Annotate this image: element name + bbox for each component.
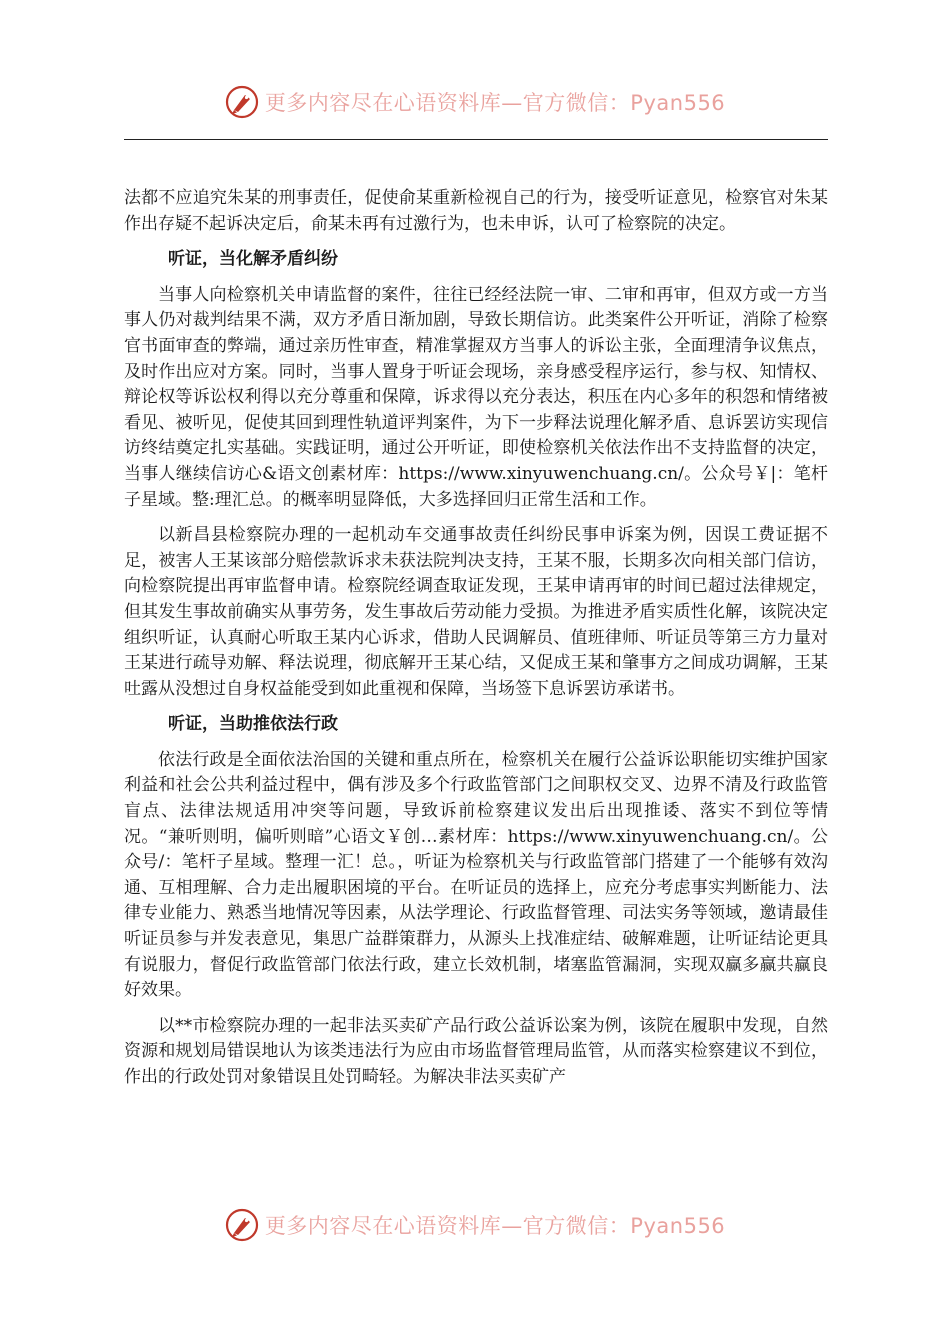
- pen-nib-icon: [225, 1208, 259, 1242]
- footer-banner-text: 更多内容尽在心语资料库—官方微信：Pyan556: [264, 1214, 726, 1238]
- section-heading-1: 听证，当化解矛盾纠纷: [168, 249, 338, 270]
- pen-nib-icon: [225, 85, 259, 119]
- section-heading-2: 听证，当助推依法行政: [168, 714, 338, 735]
- paragraph-3: 以新昌县检察院办理的一起机动车交通事故责任纠纷民事申诉案为例，因误工费证据不足，被害人王某该部分赔偿款诉求未获法院判决支持，王某不服，长期多次向相关部门信访，向检察院提出再审监督申请。检察院经调查取证发现，王某申请再审的时间已超过法律规定，但其发生事故前确实从事劳务，发生事故后劳动能力受损。为推进矛盾实质性化解，该院决定组织听证，认真耐心听取王某内心诉求，借助人民调解员、值班律师、听证员等第三方力量对王某进行疏导劝解、释法说理，彻底解开王某心结，又促成王某和肇事方之间成功调解，王某吐露从没想过自身权益能受到如此重视和保障，当场签下息诉罢访承诺书。: [124, 525, 828, 699]
- header-banner-text: 更多内容尽在心语资料库—官方微信：Pyan556: [264, 91, 726, 115]
- header-divider: [124, 139, 828, 140]
- paragraph-1: 法都不应追究朱某的刑事责任，促使俞某重新检视自己的行为，接受听证意见，检察官对朱某作出存疑不起诉决定后，俞某未再有过激行为，也未申诉，认可了检察院的决定。: [124, 188, 828, 234]
- footer-banner: [0, 1205, 950, 1245]
- paragraph-4: 依法行政是全面依法治国的关键和重点所在，检察机关在履行公益诉讼职能切实维护国家利益和社会公共利益过程中，偶有涉及多个行政监管部门之间职权交叉、边界不清及行政监管盲点、法律法规适用冲突等问题，导致诉前检察建议发出后出现推诿、落实不到位等情况。“兼听则明，偏听则暗”心语文￥创…素材库：https://www.xinyuwenchuang.cn/。公众号/：笔杆子星域。整理一汇！总。，听证为检察机关与行政监管部门搭建了一个能够有效沟通、互相理解、合力走出履职困境的平台。在听证员的选择上，应充分考虑事实判断能力、法律专业能力、熟悉当地情况等因素，从法学理论、行政监督管理、司法实务等领域，邀请最佳听证员参与并发表意见，集思广益群策群力，从源头上找准症结、破解难题，让听证结论更具有说服力，督促行政监管部门依法行政，建立长效机制，堵塞监管漏洞，实现双赢多赢共赢良好效果。: [124, 749, 828, 1001]
- header-banner: [0, 82, 950, 122]
- document-body: [124, 186, 828, 1101]
- paragraph-5: 以**市检察院办理的一起非法买卖矿产品行政公益诉讼案为例，该院在履职中发现，自然资源和规划局错误地认为该类违法行为应由市场监督管理局监管，从而落实检察建议不到位，作出的行政处罚对象错误且处罚畸轻。为解决非法买卖矿产: [124, 1015, 828, 1087]
- paragraph-2: 当事人向检察机关申请监督的案件，往往已经经法院一审、二审和再审，但双方或一方当事人仍对裁判结果不满，双方矛盾日渐加剧，导致长期信访。此类案件公开听证，消除了检察官书面审查的弊端，通过亲历性审查，精准掌握双方当事人的诉讼主张，全面理清争议焦点，及时作出应对方案。同时，当事人置身于听证会现场，亲身感受程序运行，参与权、知情权、辩论权等诉讼权利得以充分尊重和保障，诉求得以充分表达，积压在内心多年的积怨和情绪被看见、被听见，促使其回到理性轨道评判案件，为下一步释法说理化解矛盾、息诉罢访实现信访终结奠定扎实基础。实践证明，通过公开听证，即使检察机关依法作出不支持监督的决定，当事人继续信访心&语文创素材库：https://www.xinyuwenchuang.cn/。公众号￥|：笔杆子星域。整:理汇总。的概率明显降低，大多选择回归正常生活和工作。: [124, 284, 828, 510]
